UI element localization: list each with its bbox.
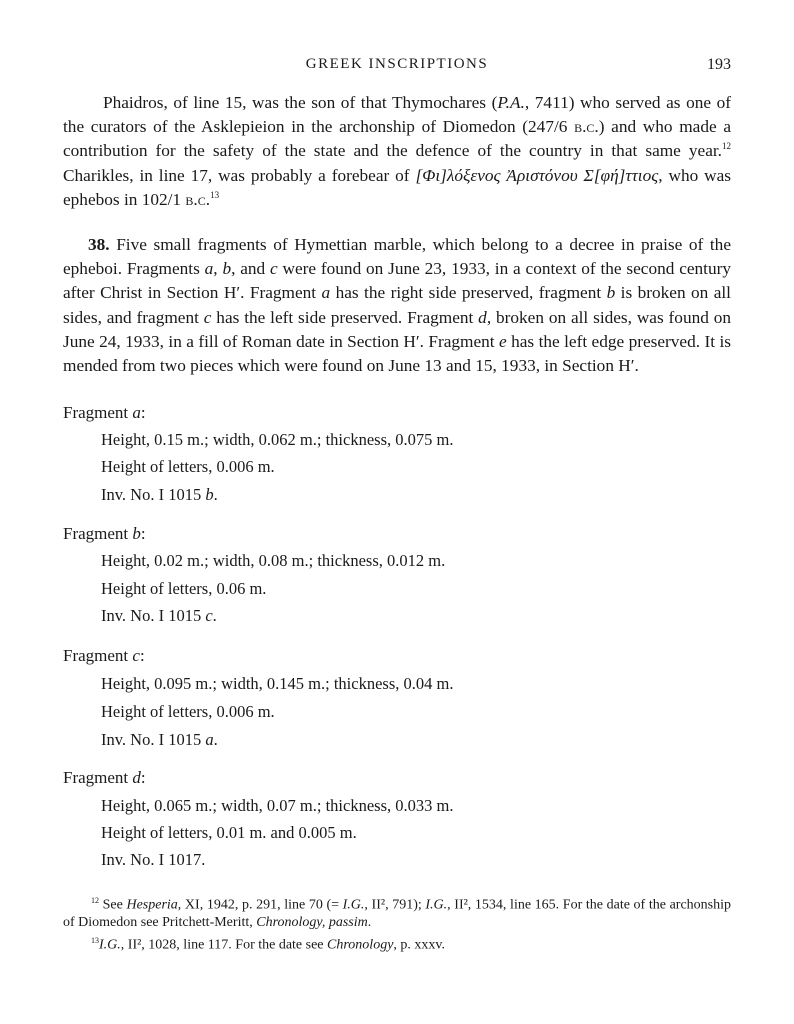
fragment-d-letter-height: Height of letters, 0.01 m. and 0.005 m. [101,823,357,842]
fragment-b-label: Fragment b: [63,524,146,543]
running-header [63,56,731,78]
footnote-ref-12[interactable]: 12 [722,141,731,152]
paragraph-phaidros: Phaidros, of line 15, was the son of that Thymochares (P.A., 7411) who served as one of the curators of the Asklepieion in the archonship of Diomedon (247/6 b.c.) and who made a contribution for the safety of the state and the defence of the country in that same year.$^{12}$ Charikles, in line 17, was probably a forebear of [Φι]λόξενος Ἀριστόνου Σ[φή]ττιος, who was ephebos in 102/1 b.c.$^{13}$ [63,93,732,209]
paragraph-inscription-38: 38. Five small fragments of Hymettian marble, which belong to a decree in praise of the epheboi. Fragments a, b, and c were found on June 23, 1933, in a context of the second century after Christ in Section Η′. Fragment a has the right side preserved, fragment b is broken on all sides, and fragment c has the left side preserved. Fragment d, broken on all sides, was found on June 24, 1933, in a fill of Roman date in Section Η′. Fragment e has the left edge preserved. It is mended from two pieces which were found on June 13 and 15, 1933, in Section Η′. [63,235,732,376]
fragment-a-dimensions: Height, 0.15 m.; width, 0.062 m.; thickness, 0.075 m. [101,430,454,449]
fragment-a-label: Fragment a: [63,403,146,422]
fragment-a-inventory: Inv. No. I 1015 b. [101,485,218,504]
fragment-d-label: Fragment d: [63,768,146,787]
footnote-13: $^{13}$I.G., II², 1028, line 117. For the date see Chronology, p. xxxv. [91,935,445,953]
fragment-b-dimensions: Height, 0.02 m.; width, 0.08 m.; thickness, 0.012 m. [101,551,446,570]
pa-abbrev: P.A. [497,93,525,112]
fragment-b-inventory: Inv. No. I 1015 c. [101,606,217,625]
fragment-c-inventory: Inv. No. I 1015 a. [101,730,218,749]
footnote-ref-13[interactable]: 13 [210,190,220,201]
footnote-12: $^{12}$ See Hesperia, XI, 1942, p. 291, line 70 (= I.G., II², 791); I.G., II², 1534, line 165. For the date of the archonship of Diomedon see Pritchett-Meritt, Chronology, passim. [63,896,731,931]
fragment-d-dimensions: Height, 0.065 m.; width, 0.07 m.; thickness, 0.033 m. [101,796,454,815]
fragment-b-letter-height: Height of letters, 0.06 m. [101,579,267,598]
fragment-c-letter-height: Height of letters, 0.006 m. [101,702,275,721]
page-number: 193 [707,56,731,73]
running-title: GREEK INSCRIPTIONS [305,56,489,72]
greek-name: [Φι]λόξενος Ἀριστόνου Σ[φή]ττιος [415,165,659,185]
fragment-c-label: Fragment c: [63,646,145,665]
fragment-d-inventory: Inv. No. I 1017. [101,850,206,869]
fragment-a-letter-height: Height of letters, 0.006 m. [101,457,275,476]
fragment-c-dimensions: Height, 0.095 m.; width, 0.145 m.; thickness, 0.04 m. [101,674,454,693]
footnotes [63,892,731,954]
inscription-number: 38. [88,235,110,254]
